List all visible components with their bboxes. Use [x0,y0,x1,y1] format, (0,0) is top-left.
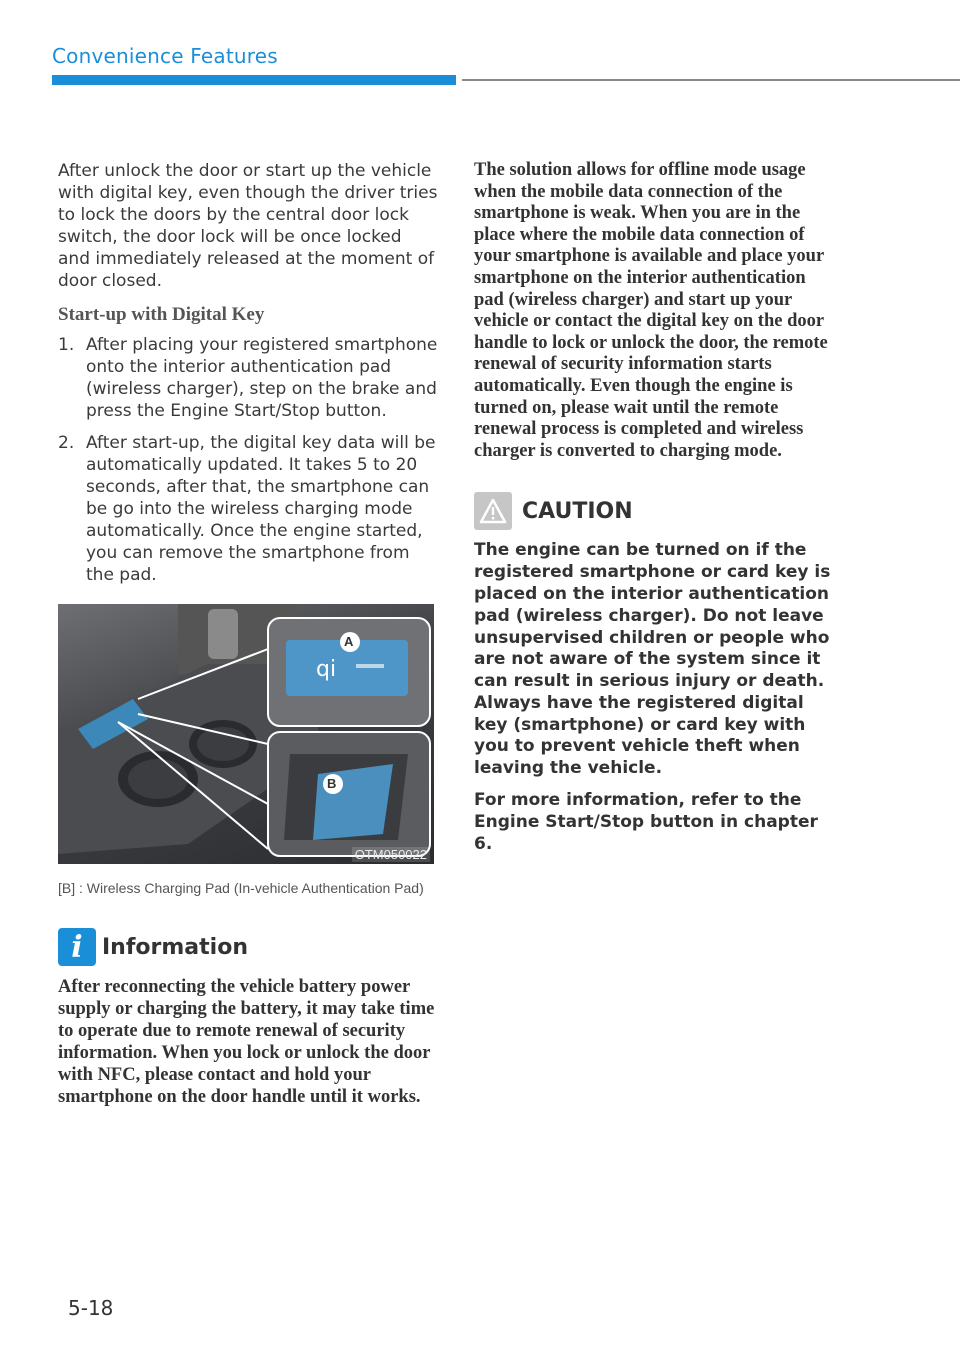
step-item [58,334,438,422]
right-column [474,160,840,855]
caution-body: The engine can be turned on if the registered smartphone or card key is placed on the interior authentication pad (wireless charger). Do not leave unsupervised children or people who are not aware of the system since it can result in serious injury or death. Always have the registered digital key (smartphone) or card key with you to prevent vehicle theft when leaving the vehicle. [474,540,831,779]
console-illustration [58,604,434,864]
page-number: 5-18 [68,1296,114,1320]
step-item [58,432,438,586]
offline-mode-paragraph: The solution allows for offline mode usage when the mobile data connection of the smartphone is weak. When you are in the place where the mobile data connection of your smartphone is available and place your smartphone on the interior authentication pad (wireless charger) and start up your vehicle or contact the digital key on the door handle to lock or unlock the door, the remote renewal of security information starts automatically. Even though the engine is turned on, please wait until the remote renewal process is completed and wireless charger is converted to charging mode. [474,160,828,461]
step-number: 1. [58,335,75,355]
figure-code: OTM050022 [352,847,430,862]
step-text: After start-up, the digital key data will be automatically updated. It takes 5 to 20 seconds, after that, the smartphone can be go into the wireless charging mode automatically. Once the engine started, you can remove the smartphone from the pad. [86,433,436,585]
label-b: B [327,776,337,791]
intro-paragraph: After unlock the door or start up the vehicle with digital key, even though the driver tries to lock the doors by the central door lock switch, the door lock will be once locked and immediately released at the moment of door closed. [58,161,438,291]
header-divider [462,79,960,81]
svg-text:qi: qi [316,657,337,682]
steps-list [58,334,438,586]
section-title: Convenience Features [52,44,278,68]
caution-reference: For more information, refer to the Engine Start/Stop button in chapter 6. [474,790,818,854]
left-column [58,160,438,1108]
caution-title: CAUTION [522,498,633,524]
step-number: 2. [58,433,75,453]
wireless-charger-figure [58,604,434,864]
label-a: A [344,634,354,649]
step-text: After placing your registered smartphone onto the interior authentication pad (wireless charger), step on the brake and press the Engine Start/Stop button. [86,335,438,421]
information-title: Information [102,934,248,960]
subheading: Start-up with Digital Key [58,304,265,325]
header-accent-bar [52,75,456,85]
information-heading [58,928,438,966]
caution-heading [474,492,840,530]
info-icon: i [58,928,96,966]
warning-triangle-icon [474,492,512,530]
figure-legend: [B] : Wireless Charging Pad (In-vehicle Authentication Pad) [58,880,424,896]
information-body: After reconnecting the vehicle battery power supply or charging the battery, it may take time to operate due to remote renewal of security information. When you lock or unlock the door with NFC, please contact and hold your smartphone on the door handle until it works. [58,977,435,1107]
